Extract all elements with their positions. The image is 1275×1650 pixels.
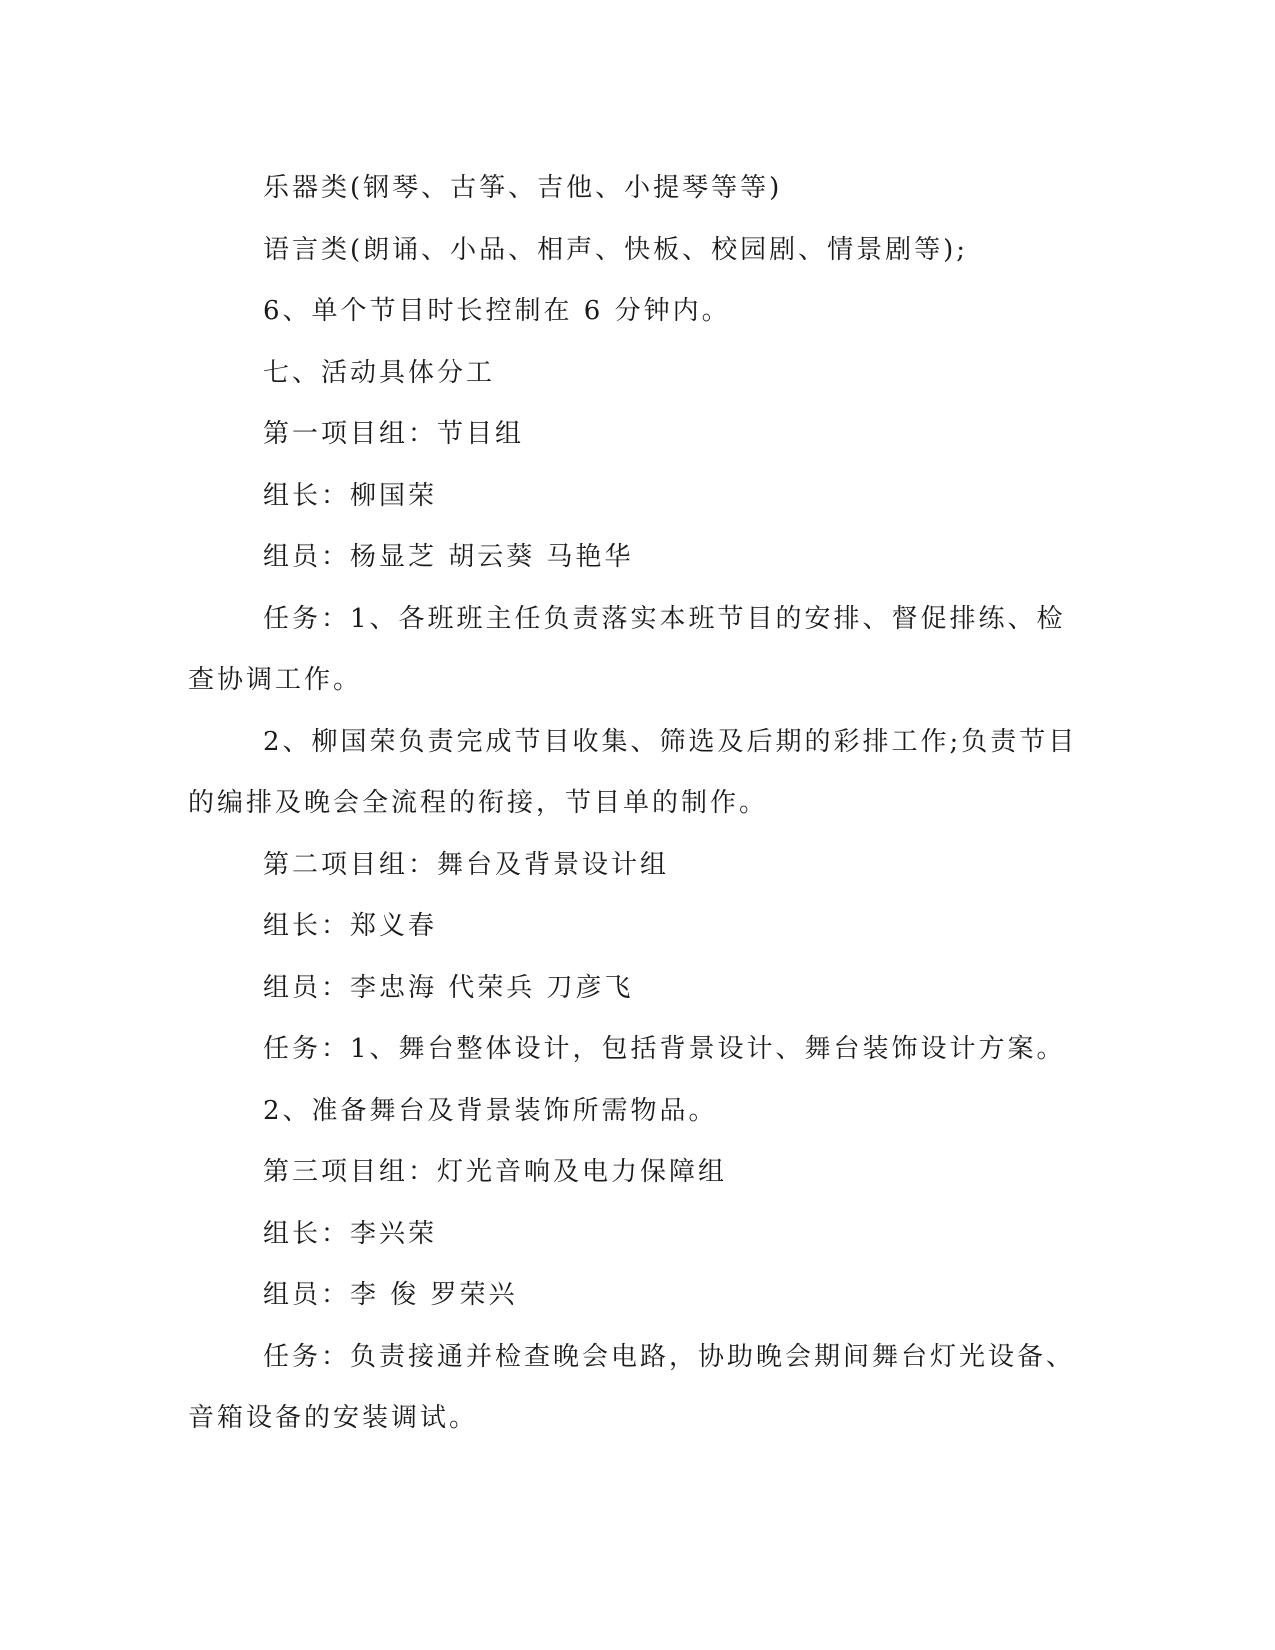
line-language: 语言类(朗诵、小品、相声、快板、校园剧、情景剧等); <box>263 234 969 265</box>
group-3-members: 组员：李 俊 罗荣兴 <box>263 1280 518 1310</box>
group-1-task-1: 任务：1、各班班主任负责落实本班节目的安排、督促排练、检 <box>263 603 1066 634</box>
group-1-task-1-cont: 查协调工作。 <box>188 665 363 695</box>
group-1-members: 组员：杨显芝 胡云葵 马艳华 <box>263 542 634 572</box>
group-1-title: 第一项目组：节目组 <box>263 419 525 449</box>
line-instruments: 乐器类(钢琴、古筝、吉他、小提琴等等) <box>263 173 783 203</box>
group-2-leader: 组长：郑义春 <box>263 911 438 941</box>
group-3-task-cont: 音箱设备的安装调试。 <box>188 1403 479 1433</box>
group-1-task-2: 2、柳国荣负责完成节目收集、筛选及后期的彩排工作;负责节目 <box>263 726 1078 757</box>
group-3-title: 第三项目组：灯光音响及电力保障组 <box>263 1157 728 1187</box>
group-1-leader: 组长：柳国荣 <box>263 480 438 511</box>
group-2-task-2: 2、准备舞台及背景装饰所需物品。 <box>263 1095 718 1126</box>
group-2-title: 第二项目组：舞台及背景设计组 <box>263 849 670 880</box>
group-3-task: 任务：负责接通并检查晚会电路，协助晚会期间舞台灯光设备、 <box>263 1341 1076 1372</box>
group-1-task-2-cont: 的编排及晚会全流程的衔接，节目单的制作。 <box>188 788 769 818</box>
group-2-members: 组员：李忠海 代荣兵 刀彦飞 <box>263 972 634 1003</box>
group-2-task-1: 任务：1、舞台整体设计，包括背景设计、舞台装饰设计方案。 <box>263 1034 1066 1064</box>
document-body <box>188 158 1078 1450</box>
group-3-leader: 组长：李兴荣 <box>263 1218 438 1249</box>
section-heading-division: 七、活动具体分工 <box>263 357 496 388</box>
line-duration: 6、单个节目时长控制在 6 分钟内。 <box>263 296 731 326</box>
